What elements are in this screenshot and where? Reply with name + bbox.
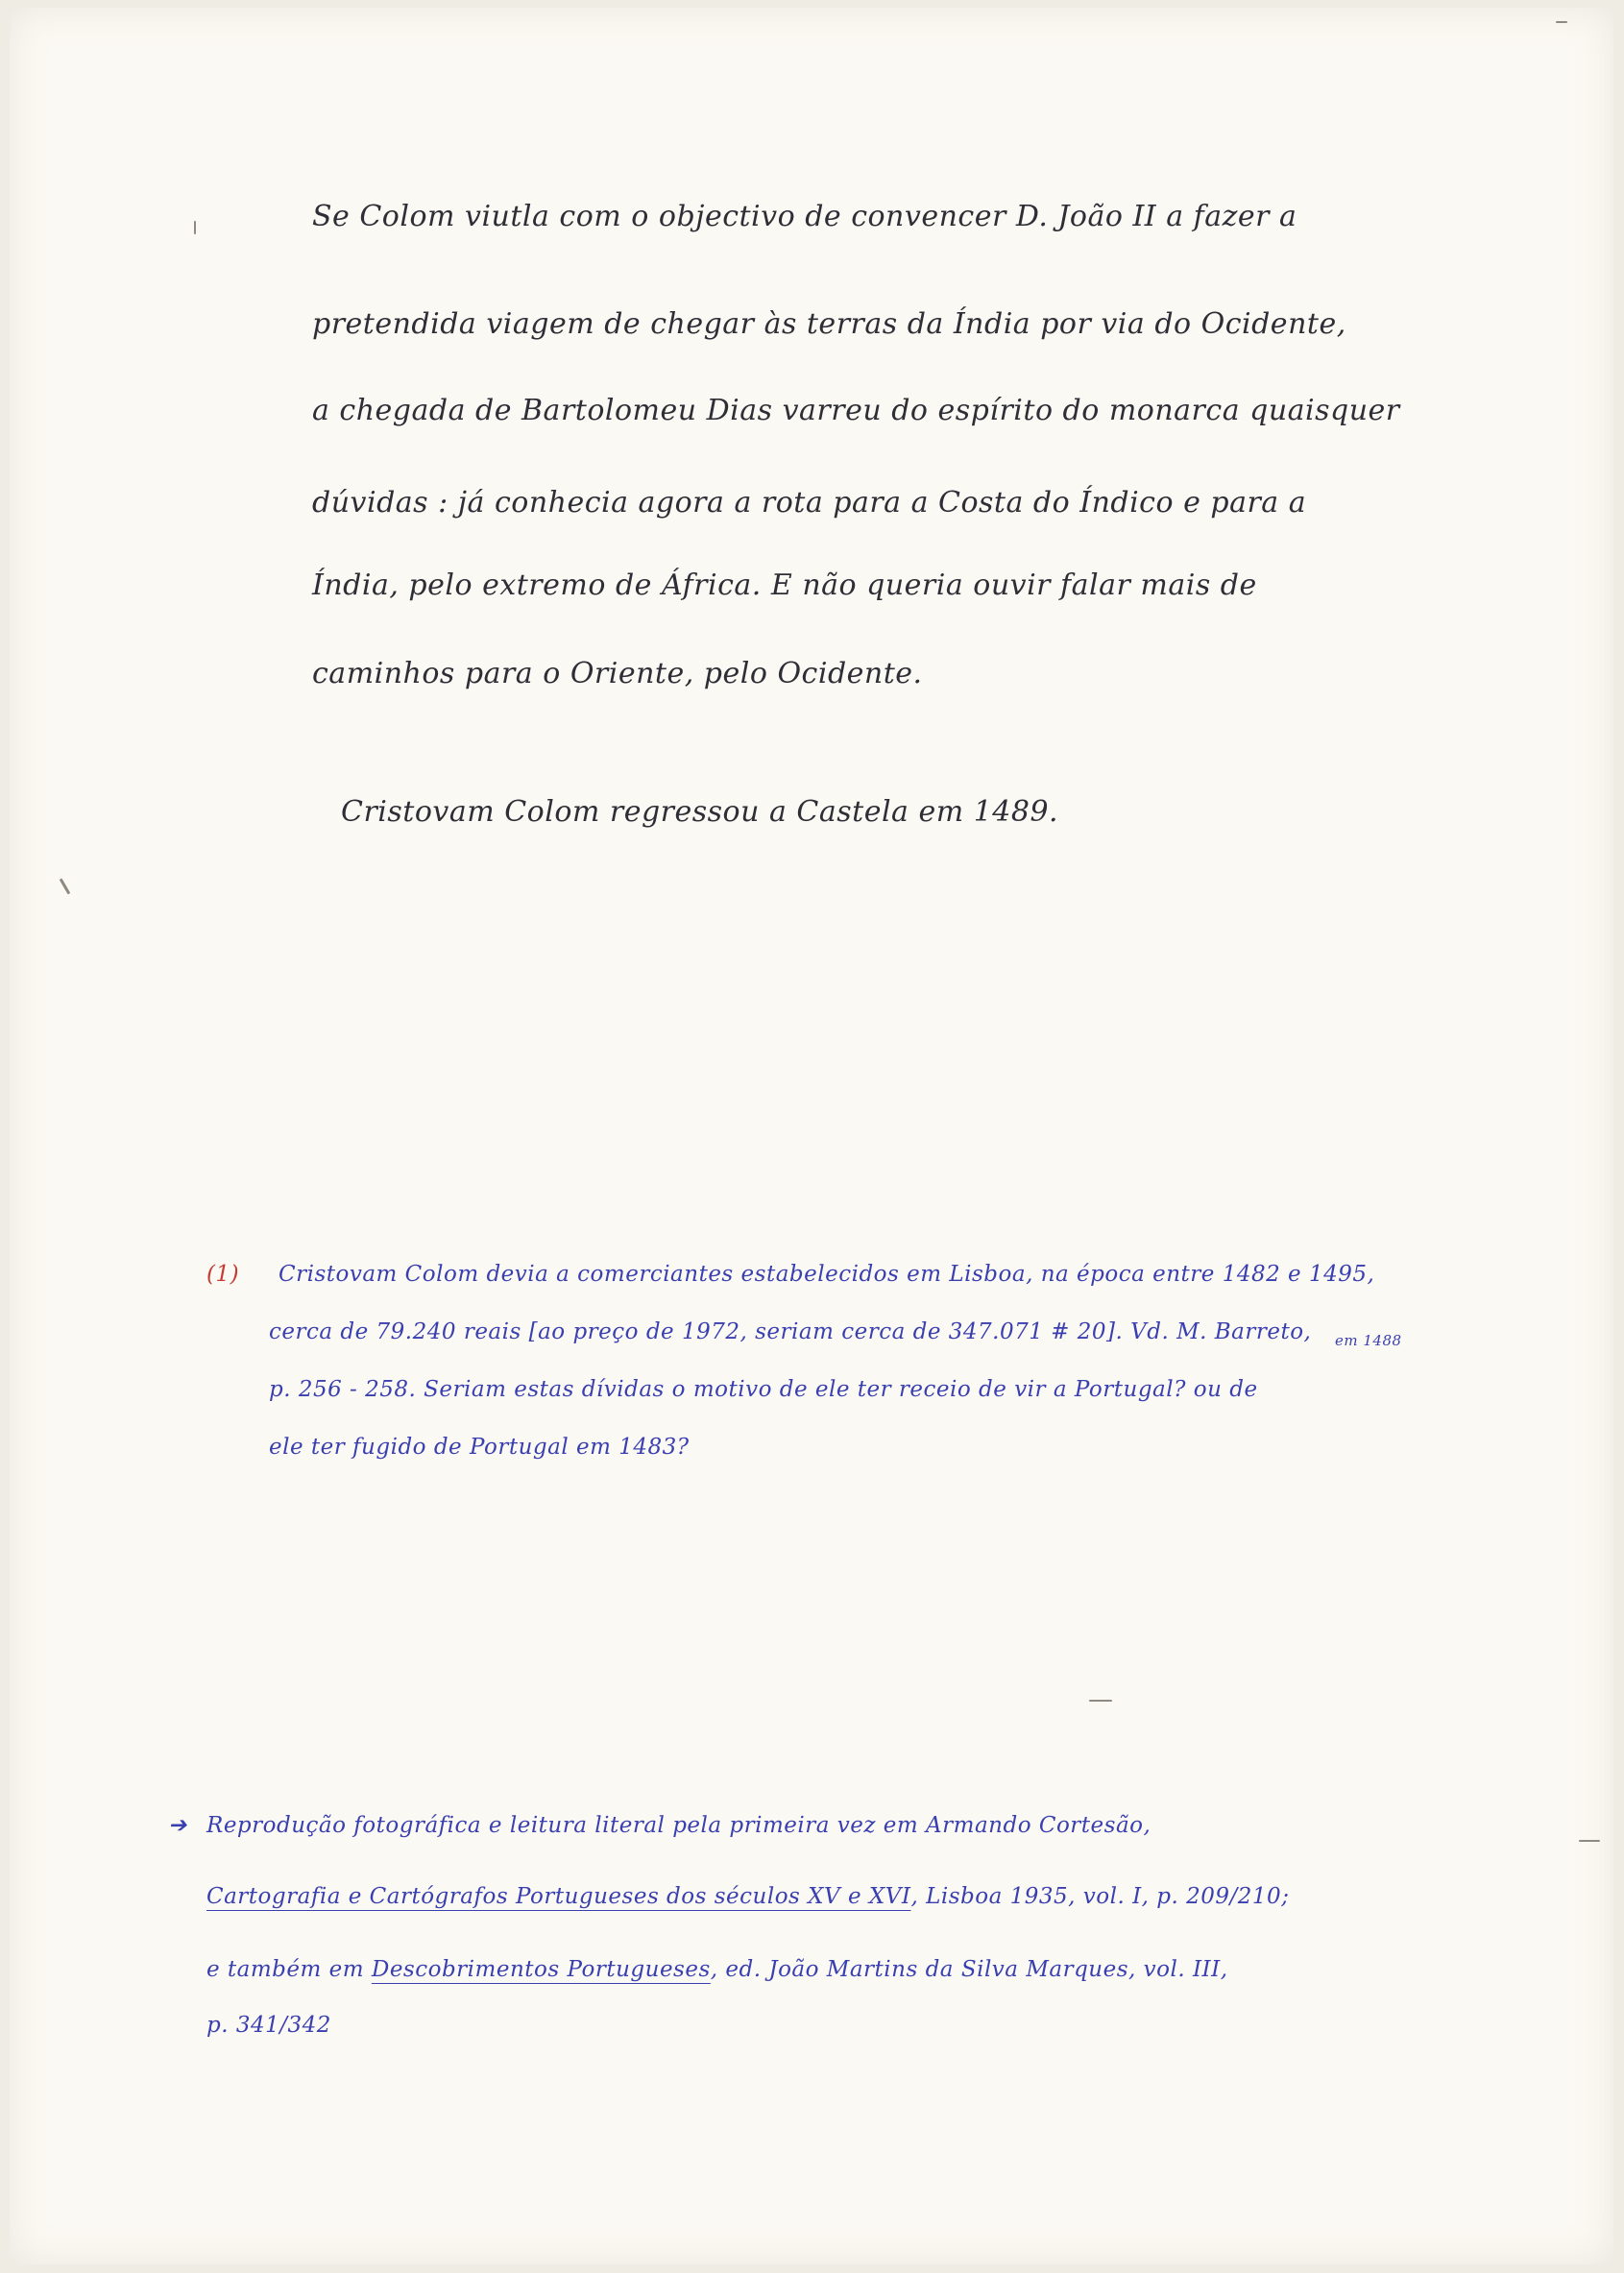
footnote-line-1: Cristovam Colom devia a comerciantes estabelecidos em Lisboa, na época entre 1482 e 1495, [279, 1262, 1375, 1287]
paper-mark [1556, 21, 1567, 23]
footnote-line-2: cerca de 79.240 reais [ao preço de 1972, seriam cerca de 347.071 # 20]. Vd. M. Barreto, [269, 1319, 1312, 1344]
reference-line-3-prefix: e também em [206, 1957, 372, 1982]
reference-line-4: p. 341/342 [206, 2013, 331, 2038]
paper-mark [1579, 1840, 1600, 1842]
main-text-line-4: dúvidas : já conhecia agora a rota para a Costa do Índico e para a [312, 486, 1307, 520]
reference-line-1: Reprodução fotográfica e leitura literal pela primeira vez em Armando Cortesão, [206, 1813, 1151, 1838]
reference-line-2-rest: , Lisboa 1935, vol. I, p. 209/210; [910, 1884, 1290, 1909]
reference-line-2 [206, 1884, 1289, 1909]
footnote-marker: (1) [206, 1262, 240, 1287]
footnote-line-4: ele ter fugido de Portugal em 1483? [269, 1435, 690, 1460]
footnote-line-3: p. 256 - 258. Seriam estas dívidas o motivo de ele ter receio de vir a Portugal? ou de [269, 1377, 1258, 1402]
paper-mark [1089, 1700, 1112, 1702]
paper-mark [60, 878, 71, 894]
reference-title-descobrimentos: Descobrimentos Portugueses [371, 1957, 711, 1982]
footnote-insertion: em 1488 [1335, 1332, 1402, 1349]
reference-line-3 [206, 1957, 1228, 1982]
manuscript-page [10, 8, 1613, 2264]
closing-line: Cristovam Colom regressou a Castela em 1489. [341, 795, 1059, 829]
main-text-line-2: pretendida viagem de chegar às terras da Índia por via do Ocidente, [312, 307, 1346, 341]
paper-mark [194, 221, 196, 234]
main-text-line-6: caminhos para o Oriente, pelo Ocidente. [312, 657, 923, 690]
reference-arrow-icon: ➔ [168, 1813, 187, 1838]
main-text-line-1: Se Colom viutla com o objectivo de convencer D. João II a fazer a [312, 200, 1297, 233]
reference-line-3-rest: , ed. João Martins da Silva Marques, vol. III, [710, 1957, 1228, 1982]
reference-title-cartografia: Cartografia e Cartógrafos Portugueses dos séculos XV e XVI [206, 1884, 911, 1909]
main-text-line-3: a chegada de Bartolomeu Dias varreu do espírito do monarca quaisquer [312, 394, 1400, 427]
main-text-line-5: Índia, pelo extremo de África. E não queria ouvir falar mais de [312, 568, 1257, 602]
